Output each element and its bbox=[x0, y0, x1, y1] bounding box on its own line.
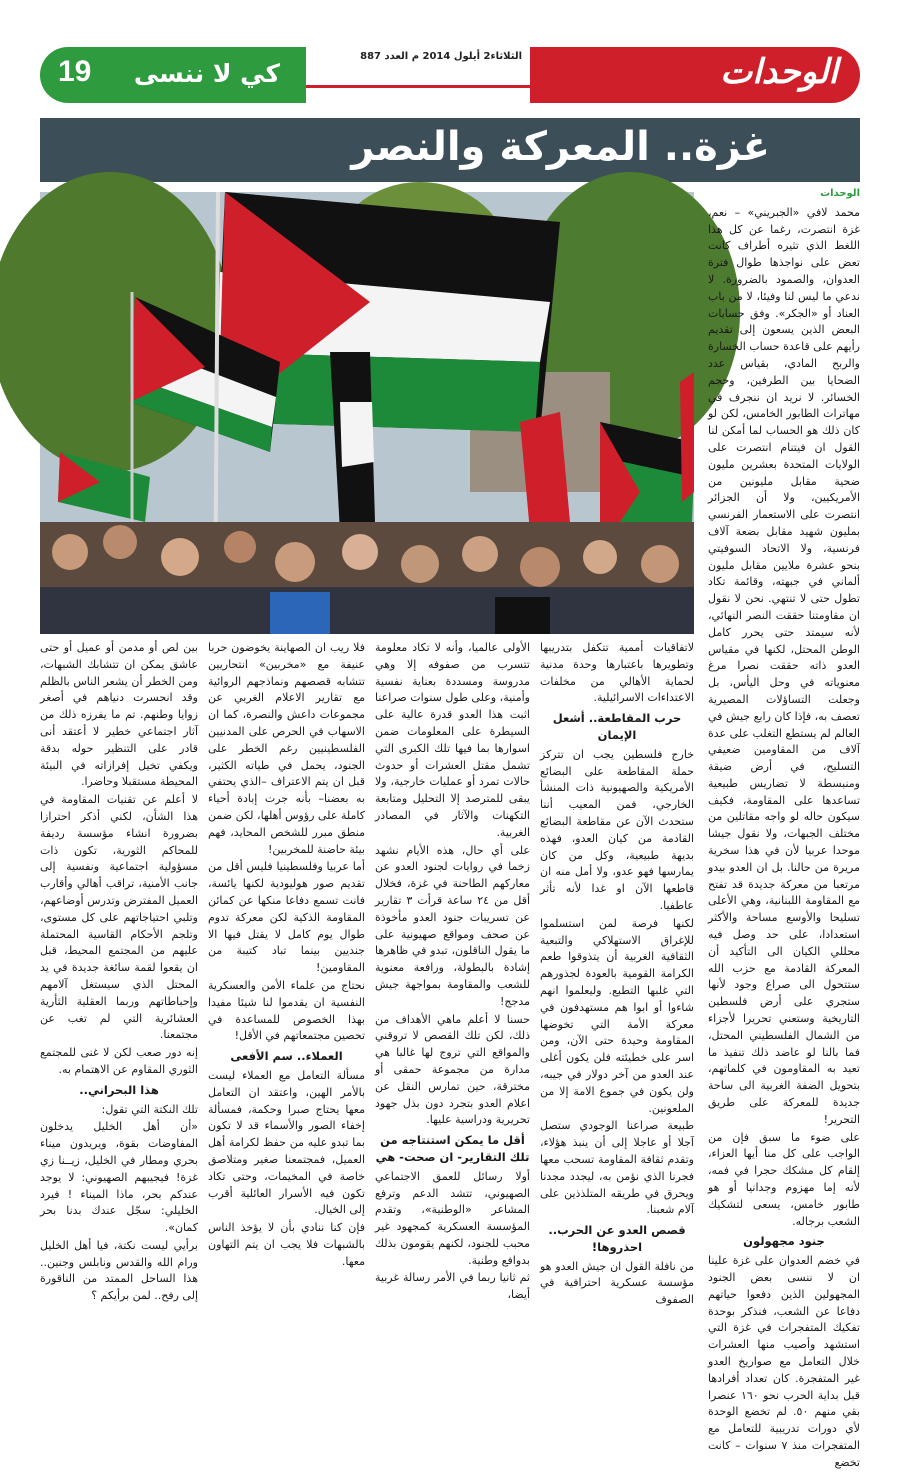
subheading: حرب المقاطعة.. أشعل الإيمان bbox=[552, 711, 682, 742]
paragraph: ثم ثانيا ربما في الأمر رسالة غربية أيضا، bbox=[375, 1271, 530, 1302]
paragraph: أولا رسائل للعمق الاجتماعي الصهيوني، تتشد الدعم وترفع المشاعر «الوطنية»، وتقدم المؤسسة العسكرية كمجهود غير محبب للجنود، لكنهم يقومون بذلك بدوافع وطنية. bbox=[375, 1169, 530, 1267]
article-column-3 bbox=[375, 640, 531, 1302]
paragraph: بين لص أو مدمن أو عميل أو حتى عاشق يمكن ان تتشابك الشبهات، ومن الخطر أن يشعر الناس بالظلم وقد انحسرت دنياهم في أصغر زوايا وطنهم. تم ما يفرزه ذلك من آثار اجتماعي خطير لا أعتقد أنى قادر على التنظير حوله بدقة ويكفي تخيل إفرازاته في البيئة المحيطة مستقبلا وحاضرا. bbox=[40, 641, 198, 789]
subheading: أقل ما يمكن استنتاجه من تلك التقارير- ان صحت- هي bbox=[375, 1133, 530, 1164]
subheading: قصص العدو عن الحرب.. احذروها! bbox=[548, 1223, 686, 1254]
masthead-divider bbox=[306, 85, 530, 88]
subheading: العملاء.. سم الأفعى bbox=[230, 1049, 343, 1064]
article-column-4 bbox=[208, 640, 365, 1268]
paragraph: في خضم العدوان على غزة علينا ان لا ننسى بعض الجنود المجهولين الذين دفعوا حياتهم دفاعا عن الشعب، فنذكر بوحدة تفكيك المتفجرات في غزة التي استشهد وأصيب منها العشرات خلال التعامل مع صواريخ العدو غير المتفجرة. كان تعداد أفرادها قبل بداية الحرب نحو ١٦٠ عنصرا بقي منهم ٥٠. لم تخضع الوحدة لأي دورات تدريبية للتعامل مع المتفجرات منذ ٧ سنوات – كانت تخضع bbox=[708, 1254, 860, 1469]
section-banner bbox=[40, 47, 306, 103]
paragraph: خارج فلسطين يجب ان تتركز حملة المقاطعة على البضائع الأمريكية والصهيونية ذات المنشأ الخارجي، فمن المعيب أننا ستحدث الآن عن مقاطعة البضائع القادمة من كيان العدو، فهذه بديهة طبيعية، وكل من كان يمارسها فهو عدو، ولا أمل منه ان قاطعها الآن او غدا لأنه تأثر عاطفيا. bbox=[540, 747, 694, 912]
paragraph: لا أعلم عن تقنيات المقاومة في هذا الشأن، لكني أذكر احترازا بضرورة انشاء مؤسسة رديفة للمحاكم الثورية، تكون ذات مسؤولية اجتماعية ونفسية إلى جانب الأمنية، تراقب أهالي وأقارب العميل المفترض وتدرس أوضاعهم، وتلبي احتياجاتهم على كل مستوى، وتلجم الأحكام القاسية المحتملة عليهم من المجتمع المحيط، قبل ان يقعوا لقمة سائغة جديدة في يد المحتل الذي سيستغل آلامهم وإحباطاتهم وربما العقلية الثأرية العشائرية التي لم تغب عن مجتمعنا. bbox=[40, 793, 198, 1042]
subheading: جنود مجهولون bbox=[743, 1234, 825, 1249]
paragraph: على أي حال، هذه الأيام نشهد زخما في روايات لجنود العدو عن معاركهم الطاحنة في غزة، فخلال أقل من ٢٤ ساعة قرأت ٣ تقارير عن تسريبات جنود العدو مأخوذة عن صحف ومواقع صهيونية على ما يقول الناقلون، تبدو في ظاهرها إشادة بالبطولة، ورافعة معنوية للشعب والمقاومة بمواجهة جيش مدجج! bbox=[375, 843, 531, 1008]
paragraph: فلا ريب ان الصهاينة يخوضون حربا عنيفة مع «مخربين» انتحاريين تتشابه قصصهم ونماذجهم الروائية مع تقارير الاعلام الغربي عن مجموعات داعش والنصرة، كما ان الاسهاب في الحرص على المدنيين الفلسطينيين رغم الخطر على الجنود، يحمل في طياته الكثير، قبل ان يتم الاعتراف –الذي يحتفي به بعضنا– بأنه جرت إبادة أحياء كاملة على رؤوس أهلها، لكن ضمن منطق مبرر للشخص المحايد، فهم بيئة حاضنة للمخربين! bbox=[208, 641, 365, 856]
masthead bbox=[40, 47, 860, 103]
article-column-2 bbox=[540, 640, 694, 1307]
logo-banner bbox=[530, 47, 860, 103]
newspaper-logo: الوحدات bbox=[720, 52, 838, 92]
article-column-5 bbox=[40, 640, 198, 1303]
rally-photo-illustration bbox=[40, 192, 694, 634]
paragraph: تلك النكتة التي تقول: bbox=[101, 1102, 198, 1116]
rally-photo bbox=[40, 192, 694, 634]
headline-band bbox=[40, 118, 860, 182]
paragraph: الأولى عالميا، وأنه لا تكاد معلومة تتسرب من صفوفه إلا وهي مدروسة ومسددة بعناية نفسية وأمنية، وعلى طول سنوات صراعنا اثبت هذا العدو قدرة عالية على السيطرة على المعلومات ضمن اسوارها بما فيها تلك الكبرى التي تشمل مقتل العشرات أو حدوث حالات تمرد أو عمليات خارجية، ولا يبقى للمترصد إلا التحليل ومتابعة التكهنات والآثار في المصادر الغربية. bbox=[375, 641, 530, 839]
paragraph: لاتفاقيات أممية تتكفل بتدريبها وتطويرها باعتبارها وحدة مدنية لحماية الأهالي من مخلفات الاعتداءات الاسرائيلية. bbox=[540, 641, 694, 705]
paragraph: من نافلة القول ان جيش العدو هو مؤسسة عسكرية احترافية في الصفوف bbox=[540, 1259, 694, 1307]
paragraph: إنه دور صعب لكن لا غنى للمجتمع الثوري المقاوم عن الاهتمام به. bbox=[40, 1046, 198, 1076]
paragraph: مسألة التعامل مع العملاء ليست بالأمر الهين، واعتقد ان التعامل معها يحتاج صبرا وحكمة، فمسألة إخفاء الصور والأسماء قد لا تكون بما تبدو عليه من حفظ لكرامة أهل العميل، فمجتمعنا صغير ومتلاصق خاصة في المخيمات، وحتى تكاد تكون فيه الأسرار العائلية أقرب إلى الخيال. bbox=[208, 1068, 365, 1217]
subheading: هذا البحراني.. bbox=[79, 1082, 159, 1097]
section-title: كي لا ننسى bbox=[133, 59, 280, 88]
paragraph: حسنا لا أعلم ماهي الأهداف من ذلك، لكن تلك القصص لا تروقني والمواقع التي تروج لها غالبا هي مدارة من مجموعة حمقى أو مخترقة، حين تمارس النقل عن اعلام العدو بتجرد دون بذل جهود تحريرية ودراسية عليها. bbox=[375, 1012, 530, 1127]
article-column-1 bbox=[708, 186, 860, 1469]
paragraph: لكنها فرصة لمن استسلموا للإغراق الاستهلاكي والتبعية الثقافية الغربية أن يتذوقوا طعم الكرامة القومية بالعودة لجذورهم التي غلبها التطبع. وليعلموا انهم شاءوا أو ابوا هم مستهدفون في معركة الأمة التي تخوضها المقاومة وحيدة حتى الآن، ومن اسر على خطيئته فلن يكون أغلى عند العدو من آخر دولار في جيبه، ولن يكون في جموع الامة إلا من الملعونين. bbox=[540, 916, 694, 1115]
byline: الوحدات bbox=[820, 188, 860, 199]
paragraph: «أن أهل الخليل يدخلون المفاوضات بقوة، ويريدون ميناء بحري ومطار في الخليل، زيــنا زي غزة! فيجيبهم الصهيوني: لا يوجد عندكم بحر، ماذا الميناء ! فيرد الخليلي: سجّل عندك بدنا بحر كمان». bbox=[40, 1120, 198, 1235]
paragraph: نحتاج من علماء الأمن والعسكرية النفسية ان يقدموا لنا شيئا مفيدا بهذا الخصوص للمساعدة في تحصين مجتمعاتهم في الأقل! bbox=[208, 978, 365, 1043]
paragraph: أما عربيا وفلسطينيا فليس أقل من تقديم صور هوليودية لكنها يائسة، فانت تسمع دفاعا منكها عن كمائن المقاومة الذكية لكن معركة تدوم طوال يوم كامل لا يقتل فيها الا جنديين بينما تباد كتيبة من المقاومين! bbox=[208, 860, 365, 975]
paragraph: طبيعة صراعنا الوجودي ستصل آجلا أو عاجلا إلى أن ينبذ هؤلاء، وتقدم ثقافة المقاومة تسحب معها فجرنا الذي نؤمن به، ليجدد مجدنا ويحرق في طريقه المتلذذين على آلام شعبنا. bbox=[540, 1119, 694, 1217]
article-headline: غزة.. المعركة والنصر bbox=[351, 124, 770, 170]
paragraph: محمد لافي «الجبريني» – نعم، غزة انتصرت، رغما عن كل هذا اللغط الذي تثيره أطراف كانت تعض على نواجذها طوال فترة العدوان، والصمود بالضرورة. لا ندعي ما ليس لنا وفيئا، لا من باب العناد أو «الجكر». وفق حسابات البعض الذين يسعون إلى تقديم رأيهم على قاعدة حساب الخسارة والربح المادي، بقياس عدد الضحايا بين الطرفين، وحجم الخسائر. لا نريد ان ننجرف في مهاترات الطابور الخامس، لكن لو كان ذلك هو الحساب لما أمكن لنا القول ان فيتنام انتصرت على الولايات المتحدة بعشرين مليون ضحية مقابل مليونين من الأمريكيين، ولا أن الجزائر انتصرت على الاستعمار الفرنسي بمليون شهيد مقابل بضعة آلاف فرنسية، ولا الاتحاد السوفيتي بنحو عشرة ملايين مقابل مليون ألماني في جبهته، وقائمة تكاد تطول حتى لا تنتهي. نحن لا نقول ان مقاومتنا حققت النصر النهائي، لأنه سيمتد حتى يحرر كامل الوطن المحتل، لكنها في مقياس العدو ذاته حققت نصرا مرغ معنوياته في وحل اليأس، بل وجعلت التساؤلات المصيرية تعصف به، فإذا كان رابع جيش في العالم لم يستطع التغلب على عدة آلاف من المقاومين ضعيفي التسليح، في أرض ضيقة ومنبسطة لا تضاريس طبيعية تساعدها على المقاومة، فكيف سيكون حاله لو واجه مقاتلين من مختلف الجبهات، ولا نقول جيشا موحدا عربيا لأن في هذا سخرية مريرة من حالنا. بل ان العدو بيدو مرتعبا من معركة جديدة قد تفتح مع المقاومة اللبنانية، وهي الأعلى تسليحا والأوسع مساحة والأكثر استعدادا، على حد وصل فيه محللي الكيان الى التأكيد أن المعركة القادمة مع حزب الله ستتحول الى صراع وجود لأنها ستجري على أرض فلسطين التاريخية وستعني تحريرا لأجزاء من الشمال الفلسطيني المحتل، فما بالنا لو عاضد ذلك تنفيذ ما تعيد به المقاومون في كلماتهم، بتحويل الضفة الغربية الى ساحة جديدة للمعركة على طريق التحرير! bbox=[708, 205, 860, 1126]
paragraph: برأيي ليست نكتة، فيا أهل الخليل ورام الله والقدس ونابلس وجنين.. هذا الساحل الممتد من الناقورة إلى رفح.. لمن برأيكم ؟ bbox=[40, 1238, 198, 1303]
page-number: 19 bbox=[58, 55, 92, 88]
issue-date: الثلاثاء2 أيلول 2014 م العدد 887 bbox=[360, 51, 522, 62]
paragraph: على ضوء ما سبق فإن من الواجب على كل منا أيها العزاء، إلقام كل مشكك حجرا في فمه، لأنه إما مهزوم وجدانيا أو هو طابور خامس، يسعى لتشكيك الشعب برجاله. bbox=[708, 1130, 860, 1228]
paragraph: فإن كنا ننادي بأن لا يؤخذ الناس بالشبهات فلا يجب ان يتم التهاون معها. bbox=[208, 1221, 365, 1268]
